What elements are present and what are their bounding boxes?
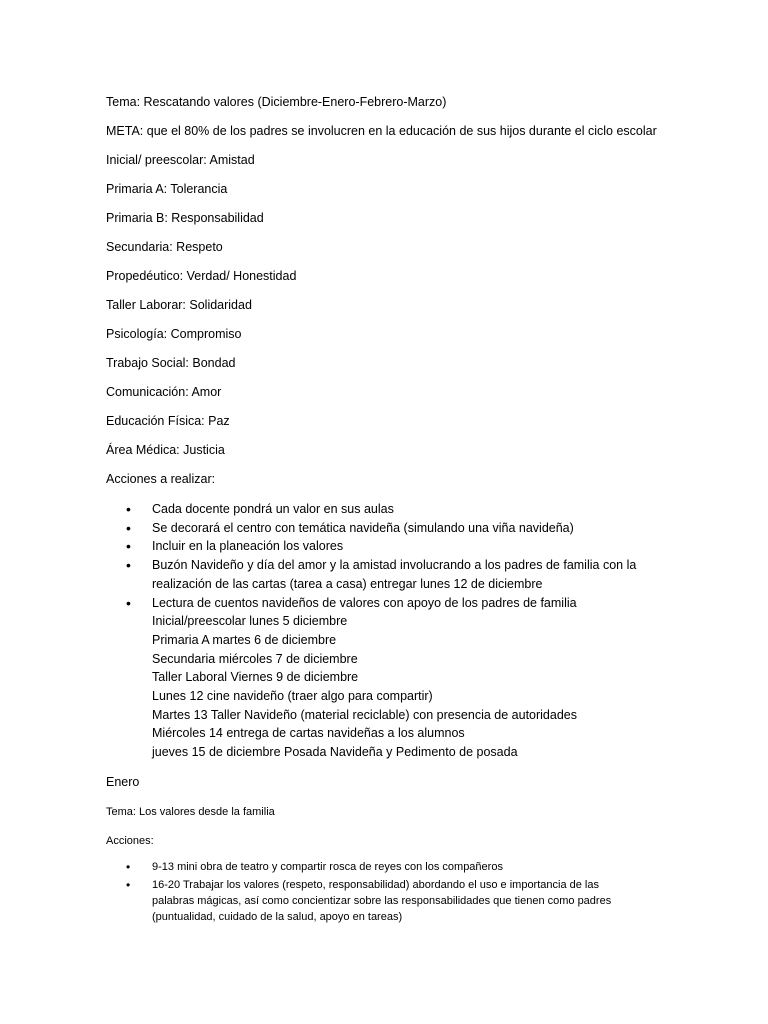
- list-item-text: Lectura de cuentos navideños de valores con apoyo de los padres de familia: [152, 595, 577, 610]
- area-medica-value-line: Área Médica: Justicia: [106, 443, 225, 457]
- list-item-text: Cada docente pondrá un valor en sus aulas: [152, 502, 394, 516]
- schedule-line: jueves 15 de diciembre Posada Navideña y Pedimento de posada: [152, 745, 518, 760]
- enero-acciones-list: [106, 859, 666, 927]
- list-item-text-continued: realización de las cartas (tarea a casa) entregar lunes 12 de diciembre: [152, 576, 543, 591]
- trabajo-social-value-line: Trabajo Social: Bondad: [106, 356, 236, 370]
- list-item-text-continued: (puntualidad, cuidado de la salud, apoyo en tareas): [152, 911, 403, 923]
- schedule-line: Secundaria miércoles 7 de diciembre: [152, 651, 358, 666]
- enero-tema-line: Tema: Los valores desde la familia: [106, 806, 275, 818]
- educacion-fisica-value-line: Educación Física: Paz: [106, 414, 230, 428]
- secundaria-value-line: Secundaria: Respeto: [106, 240, 223, 254]
- schedule-line: Martes 13 Taller Navideño (material reciclable) con presencia de autoridades: [152, 707, 577, 722]
- schedule-line: Primaria A martes 6 de diciembre: [152, 632, 337, 647]
- primaria-a-value-line: Primaria A: Tolerancia: [106, 182, 228, 196]
- taller-value-line: Taller Laborar: Solidaridad: [106, 298, 252, 312]
- acciones-heading: Acciones a realizar:: [106, 472, 216, 486]
- meta-line: META: que el 80% de los padres se involucren en la educación de sus hijos durante el ciclo escolar: [106, 124, 657, 138]
- bullet-icon: •: [126, 860, 131, 874]
- schedule-line: Taller Laboral Viernes 9 de diciembre: [152, 670, 359, 685]
- list-item-text: 9-13 mini obra de teatro y compartir rosca de reyes con los compañeros: [152, 861, 503, 873]
- bullet-icon: •: [126, 501, 131, 517]
- list-item: [106, 519, 666, 538]
- tema-line: Tema: Rescatando valores (Diciembre-Enero-Febrero-Marzo): [106, 95, 447, 109]
- psicologia-value-line: Psicología: Compromiso: [106, 327, 242, 341]
- bullet-icon: •: [126, 519, 131, 536]
- list-item-text: 16-20 Trabajar los valores (respeto, responsabilidad) abordando el uso e importancia de las: [152, 879, 599, 891]
- list-item-text-continued: palabras mágicas, así como concientizar sobre las responsabilidades que tienen como padres: [152, 895, 612, 907]
- schedule-line: Lunes 12 cine navideño (traer algo para compartir): [152, 689, 433, 704]
- list-item-text: Buzón Navideño y día del amor y la amistad involucrando a los padres de familia con la: [152, 558, 637, 573]
- bullet-icon: •: [126, 538, 131, 555]
- enero-acciones-heading: Acciones:: [106, 835, 154, 847]
- bullet-icon: •: [126, 557, 131, 574]
- propedeutico-value-line: Propedéutico: Verdad/ Honestidad: [106, 269, 297, 283]
- comunicacion-value-line: Comunicación: Amor: [106, 385, 222, 399]
- list-item-text: Se decorará el centro con temática navideña (simulando una viña navideña): [152, 520, 574, 535]
- list-item: [106, 556, 666, 593]
- bullet-icon: •: [126, 878, 131, 892]
- list-item: [106, 537, 666, 556]
- list-item-text: Incluir en la planeación los valores: [152, 539, 344, 554]
- acciones-list: [106, 500, 666, 762]
- list-item: [106, 594, 666, 762]
- list-item: [106, 500, 666, 519]
- list-item: [106, 859, 666, 875]
- bullet-icon: •: [126, 594, 131, 611]
- list-item: [106, 877, 666, 925]
- primaria-b-value-line: Primaria B: Responsabilidad: [106, 211, 264, 225]
- enero-heading: Enero: [106, 775, 140, 789]
- schedule-line: Miércoles 14 entrega de cartas navideñas a los alumnos: [152, 726, 465, 741]
- schedule-line: Inicial/preescolar lunes 5 diciembre: [152, 614, 348, 629]
- inicial-value-line: Inicial/ preescolar: Amistad: [106, 153, 255, 167]
